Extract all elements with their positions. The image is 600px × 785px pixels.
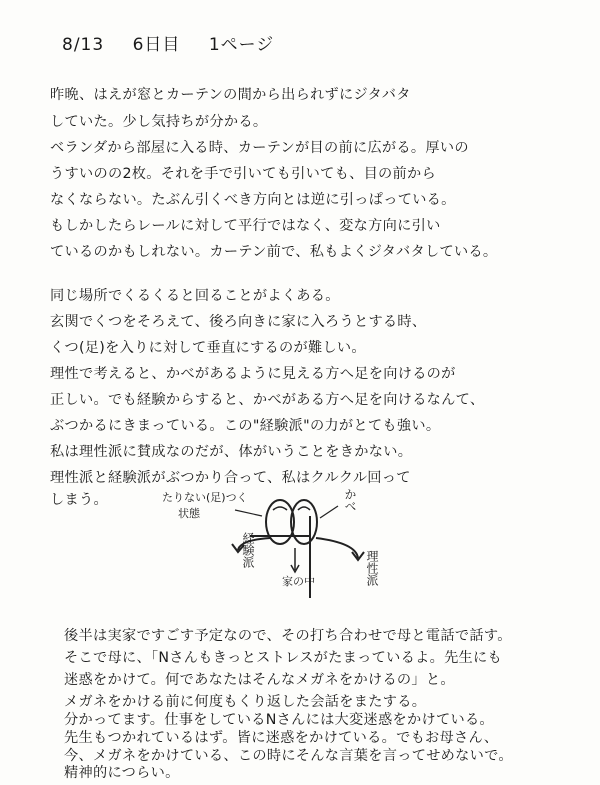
reason-label: 理性派	[365, 550, 379, 586]
entry-header	[62, 30, 296, 55]
feet-wall-sketch	[160, 488, 400, 608]
text-line: 後半は実家ですごす予定なので、その打ち合わせで母と電話で話す。	[64, 628, 512, 644]
text-line: 精神的につらい。	[64, 765, 180, 781]
text-line: 先生もつかれているはず。皆に迷惑をかけている。でもお母さん、	[64, 730, 499, 746]
text-line: メガネをかける前に何度もくり返した会話をまたする。	[64, 694, 427, 710]
text-line: しまう。	[50, 492, 108, 508]
text-line: なくならない。たぶん引くべき方向とは逆に引っぱっている。	[50, 192, 456, 208]
text-line: 玄関でくつをそろえて、後ろ向きに家に入ろうとする時、	[50, 314, 427, 330]
text-line: 分かってます。仕事をしているNさんには大変迷惑をかけている。	[64, 712, 494, 728]
text-line: ベランダから部屋に入る時、カーテンが目の前に広がる。厚いの	[50, 140, 469, 156]
text-line: ているのかもしれない。カーテン前で、私もよくジタバタしている。	[50, 244, 498, 260]
text-line: 昨晩、はえが窓とカーテンの間から出られずにジタバタ	[50, 87, 411, 103]
text-line: 理性で考えると、かべがあるように見える方へ足を向けるのが	[50, 366, 456, 382]
text-line: 正しい。でも経験からすると、かべがある方へ足を向けるなんて、	[50, 392, 485, 408]
sketch-drawing	[160, 488, 400, 608]
wall-label: かべ	[343, 488, 357, 512]
entry-page: 1ページ	[208, 35, 275, 55]
text-line: 私は理性派に賛成なのだが、体がいうことをきかない。	[50, 444, 413, 460]
house-label: 家の中	[282, 575, 315, 588]
text-line: うすいのの2枚。それを手で引いても引いても、目の前から	[50, 166, 437, 182]
text-line: していた。少し気持ちが分かる。	[50, 114, 268, 130]
experience-label: 経験派	[241, 532, 255, 568]
text-line: 今、メガネをかけている、この時にそんな言葉を言ってせめないで。	[64, 748, 513, 764]
text-line: ぶつかるにきまっている。この"経験派"の力がとても強い。	[50, 418, 441, 434]
entry-day: 6日目	[132, 35, 181, 55]
sketch-note-state: 状態	[178, 507, 200, 520]
sketch-note: たりない(足)つく	[162, 491, 248, 504]
text-line: 理性派と経験派がぶつかり合って、私はクルクル回って	[50, 470, 411, 486]
text-line: 迷惑をかけて。何であなたはそんなメガネをかけるの」と。	[64, 672, 455, 688]
text-line: 同じ場所でくるくると回ることがよくある。	[50, 288, 340, 304]
entry-date: 8/13	[62, 35, 105, 55]
text-line: そこで母に、「Nさんもきっとストレスがたまっているよ。先生にも	[64, 650, 503, 666]
text-line: もしかしたらレールに対して平行ではなく、変な方向に引い	[50, 218, 441, 234]
text-line: くつ(足)を入りに対して垂直にするのが難しい。	[50, 340, 366, 356]
